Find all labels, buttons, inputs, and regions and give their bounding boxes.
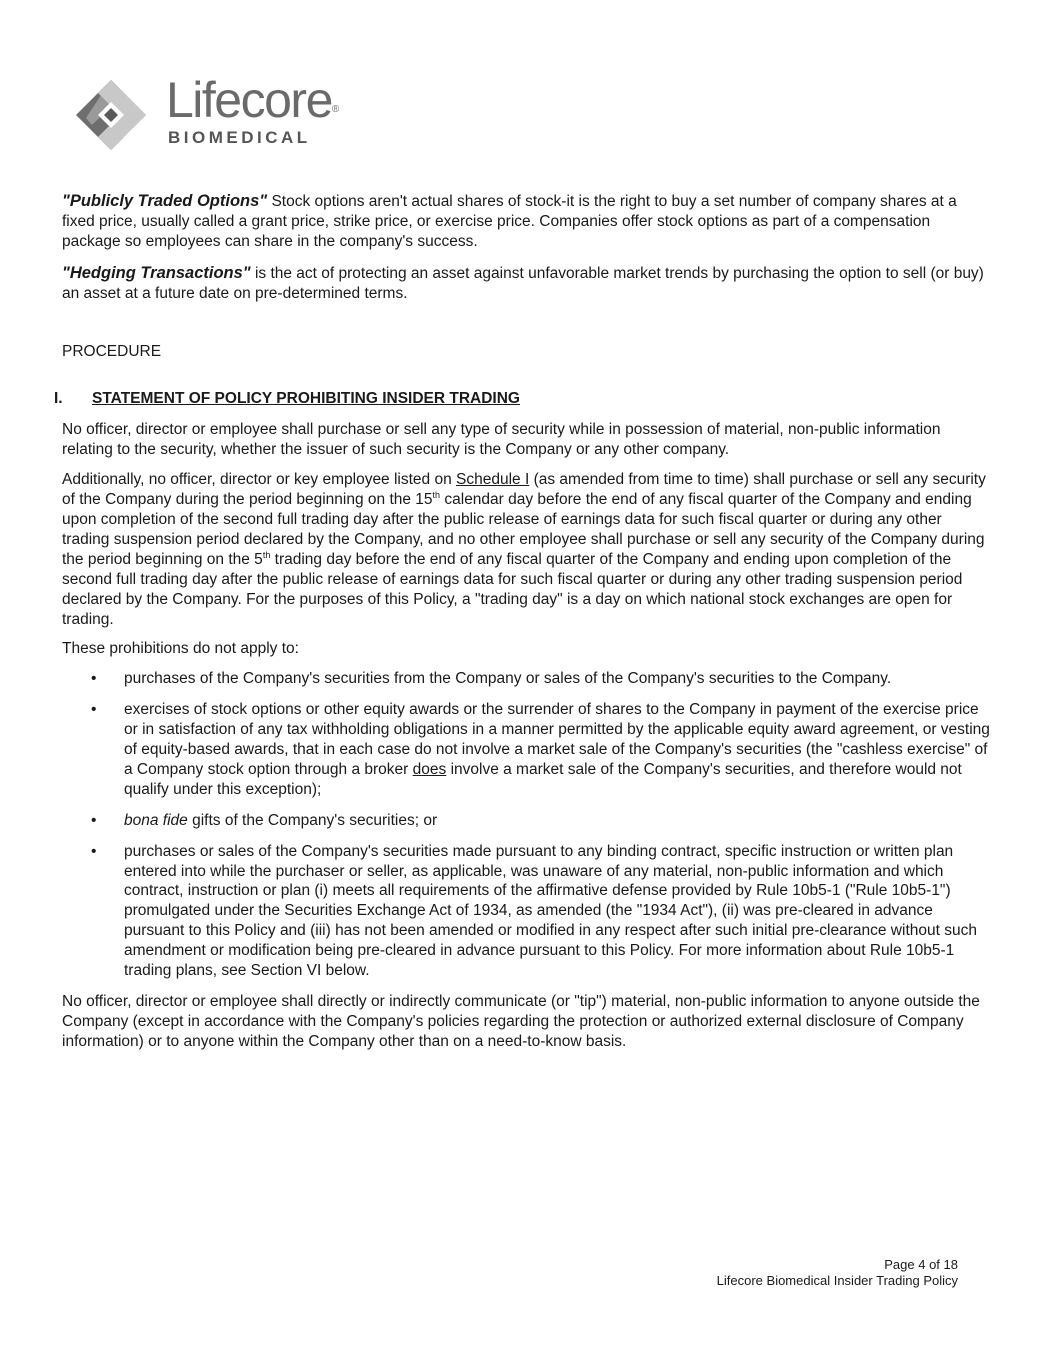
section-title: STATEMENT OF POLICY PROHIBITING INSIDER TRADING bbox=[92, 390, 520, 408]
superscript: th bbox=[432, 490, 441, 501]
italic-bona-fide: bona fide bbox=[124, 811, 188, 829]
definition-hedging-transactions bbox=[62, 264, 992, 304]
list-item-text: involve a market sale of the Company's securities, and therefore would not qualify under this exception); bbox=[124, 760, 962, 798]
paragraph-text: calendar day before the end of any fiscal quarter of the Company and ending upon completion of the second full trading day after the public release of earnings data for such fiscal quarter or during any other trading suspension period declared by the Company, and no other employee shall purchase or sell any security of the Company during the period beginning on the 5 bbox=[62, 491, 985, 568]
document-title: Lifecore Biomedical Insider Trading Policy bbox=[716, 1273, 958, 1288]
list-item bbox=[62, 700, 992, 800]
paragraph-text: Additionally, no officer, director or key employee listed on bbox=[62, 471, 452, 489]
emphasis-does: does bbox=[412, 760, 447, 778]
logo-wordmark: Lifecore® bbox=[166, 72, 340, 128]
section-number: I. bbox=[54, 390, 63, 408]
paragraph-text: trading day before the end of any fiscal quarter of the Company and ending upon completion of the second full trading day after the public release of earnings data for such fiscal quarter or during any other trading suspension period declared by the Company. For the purposes of this Policy, a "trading day" is a day on which national stock exchanges are open for trading. bbox=[62, 550, 963, 628]
list-item-text: gifts of the Company's securities; or bbox=[192, 811, 438, 829]
paragraph-insider-prohibition: No officer, director or employee shall purchase or sell any type of security while in possession of material, non-public information relating to the security, whether the issuer of such security is the Company or any other company. bbox=[62, 421, 941, 459]
list-item: • purchases or sales of the Company's securities made pursuant to any binding contract, specific instruction or written plan entered into while the purchaser or seller, as applicable, was unaware of any material, non-public information and which contract, instruction or plan (i) meets all requirements of the affirmative defense provided by Rule 10b5-1 ("Rule 10b5-1") promulgated under the Securities Exchange Act of 1934, as amended (the "1934 Act"), (ii) was pre-cleared in advance pursuant to this Policy and (iii) has not been amended or modified in any respect after such initial pre-clearance without such amendment or modification being pre-cleared in advance pursuant to this Policy. For more information about Rule 10b5-1 trading plans, see Section VI below. bbox=[62, 842, 992, 981]
definition-text: Stock options aren't actual shares of stock-it is the right to buy a set number of company shares at a fixed price, usually called a grant price, strike price, or exercise price. Companies offer stock options as part of a compensation package so employees can share in the company's success. bbox=[62, 193, 957, 250]
company-logo bbox=[74, 72, 374, 152]
paragraph-blackout-period bbox=[62, 470, 992, 629]
page-footer bbox=[717, 1257, 958, 1289]
schedule-link[interactable]: Schedule I bbox=[456, 471, 530, 489]
procedure-label: PROCEDURE bbox=[62, 342, 162, 360]
list-item bbox=[62, 811, 992, 831]
section-heading bbox=[54, 389, 992, 409]
paragraph-text: (as amended from time to time) shall purchase or sell any security of the Company during the period beginning on the 15 bbox=[62, 471, 986, 509]
list-item: • purchases of the Company's securities from the Company or sales of the Company's securities to the Company. bbox=[62, 669, 992, 689]
logo-diamond-icon bbox=[74, 78, 166, 152]
exceptions-intro: These prohibitions do not apply to: bbox=[62, 640, 299, 658]
logo-subtitle: BIOMEDICAL bbox=[168, 128, 311, 147]
paragraph-tipping: No officer, director or employee shall directly or indirectly communicate (or "tip") material, non-public information to anyone outside the Company (except in accordance with the Company's policies regarding the protection or authorized external disclosure of Company information) or to anyone within the Company other than on a need-to-know basis. bbox=[62, 993, 980, 1050]
definition-term: "Publicly Traded Options" bbox=[62, 192, 268, 210]
list-item-text: exercises of stock options or other equity awards or the surrender of shares to the Company in payment of the exercise price or in satisfaction of any tax withholding obligations in a manner permitted by the applicable equity award agreement, or vesting of equity-based awards, that in each case do not involve a market sale of the Company's securities (the "cashless exercise" of a Company stock option through a broker bbox=[124, 701, 990, 778]
definition-publicly-traded-options bbox=[62, 192, 992, 252]
document-body bbox=[54, 192, 992, 1062]
page-number: Page 4 of 18 bbox=[884, 1257, 958, 1272]
exceptions-list bbox=[62, 669, 992, 981]
definition-term: "Hedging Transactions" bbox=[62, 263, 251, 282]
definition-text: is the act of protecting an asset against unfavorable market trends by purchasing the option to sell (or buy) an asset at a future date on pre-determined terms. bbox=[62, 264, 984, 302]
superscript: th bbox=[262, 549, 271, 560]
